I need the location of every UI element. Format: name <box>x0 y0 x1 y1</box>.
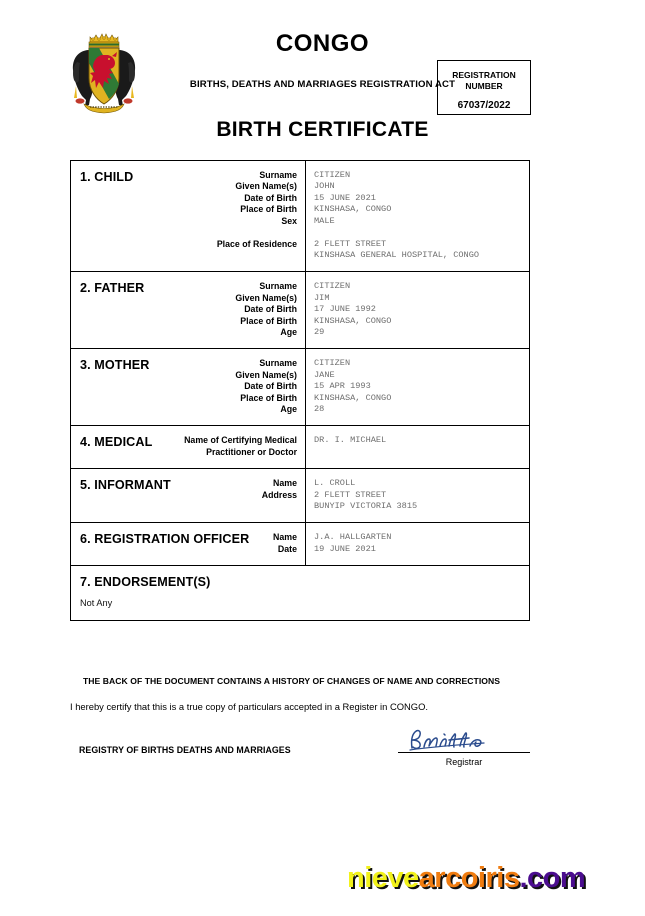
registration-number-box <box>437 60 531 115</box>
label-surname: Surname <box>259 281 297 292</box>
label-sex: Sex <box>281 215 297 226</box>
section-medical-heading: 4. MEDICAL <box>80 435 153 450</box>
label-age: Age <box>280 326 297 337</box>
label-place-of-residence: Place of Residence <box>216 238 297 249</box>
handwritten-signature-icon <box>398 726 530 752</box>
registry-office-line: REGISTRY OF BIRTHS DEATHS AND MARRIAGES <box>79 745 291 755</box>
value-child-date-of-birth: 15 JUNE 2021 <box>314 192 376 203</box>
value-child-residence-line1: 2 FLETT STREET <box>314 238 387 249</box>
value-mother-given-names: JANE <box>314 369 335 380</box>
signature-line <box>398 752 530 753</box>
section-registration-officer-heading: 6. REGISTRATION OFFICER <box>80 532 250 547</box>
registrar-label: Registrar <box>445 757 483 767</box>
section-father-left <box>71 272 306 348</box>
value-informant-address-line2: BUNYIP VICTORIA 3815 <box>314 501 418 512</box>
section-informant-left <box>71 469 306 522</box>
certification-statement: I hereby certify that this is a true copy of particulars accepted in a Register in CONGO. <box>70 701 428 712</box>
watermark-part-3: .com <box>519 862 586 894</box>
label-date-of-birth: Date of Birth <box>244 381 297 392</box>
value-father-given-names: JIM <box>314 292 330 303</box>
value-father-age: 29 <box>314 326 325 337</box>
back-of-document-note: THE BACK OF THE DOCUMENT CONTAINS A HISTORY OF CHANGES OF NAME AND CORRECTIONS <box>83 676 501 686</box>
section-informant-values <box>306 469 529 522</box>
value-informant-name: L. CROLL <box>314 478 356 489</box>
section-child <box>71 161 529 272</box>
label-place-of-birth: Place of Birth <box>240 392 297 403</box>
section-registration-officer-left <box>71 523 306 565</box>
section-medical-left <box>71 426 306 468</box>
value-child-sex: MALE <box>314 215 335 226</box>
signature-block <box>398 726 530 767</box>
certificate-table <box>70 160 530 621</box>
watermark-part-1: nieve <box>347 862 419 894</box>
value-child-surname: CITIZEN <box>314 170 351 180</box>
value-father-surname: CITIZEN <box>314 281 351 292</box>
section-medical-values <box>306 426 529 468</box>
value-mother-date-of-birth: 15 APR 1993 <box>314 381 371 392</box>
section-child-values <box>306 161 529 271</box>
section-endorsements-heading: 7. ENDORSEMENT(S) <box>80 575 211 590</box>
value-informant-address-line1: 2 FLETT STREET <box>314 489 387 500</box>
section-informant-heading: 5. INFORMANT <box>80 478 171 493</box>
label-age: Age <box>280 404 297 414</box>
watermark-part-2: arcoiris <box>418 862 520 894</box>
label-surname: Surname <box>259 170 297 180</box>
value-child-given-names: JOHN <box>314 181 335 192</box>
registration-label-line1: REGISTRATION <box>452 70 516 80</box>
section-registration-officer-values <box>306 523 529 565</box>
value-mother-place-of-birth: KINSHASA, CONGO <box>314 392 392 403</box>
section-mother-values <box>306 349 529 425</box>
section-medical-labels <box>152 435 297 458</box>
section-child-labels <box>133 170 297 261</box>
registration-number-value: 67037/2022 <box>457 100 511 111</box>
label-certifying-medical-line2: Practitioner or Doctor <box>206 446 297 457</box>
section-child-left <box>71 161 306 271</box>
section-mother-labels <box>149 358 297 415</box>
section-medical <box>71 426 529 469</box>
section-mother-heading: 3. MOTHER <box>80 358 150 373</box>
value-father-date-of-birth: 17 JUNE 1992 <box>314 304 376 315</box>
section-mother-left <box>71 349 306 425</box>
section-father-heading: 2. FATHER <box>80 281 145 296</box>
label-name: Name <box>273 478 297 489</box>
label-certifying-medical-line1: Name of Certifying Medical <box>184 435 297 446</box>
value-child-place-of-birth: KINSHASA, CONGO <box>314 204 392 215</box>
value-officer-name: J.A. HALLGARTEN <box>314 532 392 543</box>
label-given-names: Given Name(s) <box>235 369 297 380</box>
registration-act-line: BIRTHS, DEATHS AND MARRIAGES REGISTRATION ACT <box>189 79 456 90</box>
section-mother <box>71 349 529 426</box>
endorsements-body: Not Any <box>80 598 113 609</box>
section-informant <box>71 469 529 523</box>
label-surname: Surname <box>259 358 297 369</box>
section-registration-officer <box>71 523 529 566</box>
label-address: Address <box>261 489 297 500</box>
label-place-of-birth: Place of Birth <box>240 315 297 326</box>
document-title: BIRTH CERTIFICATE <box>216 118 429 141</box>
value-mother-surname: CITIZEN <box>314 358 351 369</box>
section-registration-officer-labels <box>249 532 297 555</box>
country-title: CONGO <box>275 30 370 57</box>
label-date-of-birth: Date of Birth <box>244 192 297 203</box>
label-name: Name <box>273 532 297 543</box>
site-watermark <box>347 862 585 895</box>
label-date-of-birth: Date of Birth <box>244 304 297 315</box>
label-place-of-birth: Place of Birth <box>240 204 297 215</box>
value-father-place-of-birth: KINSHASA, CONGO <box>314 315 392 326</box>
value-officer-date: 19 JUNE 2021 <box>314 543 376 554</box>
label-given-names: Given Name(s) <box>235 181 297 192</box>
label-given-names: Given Name(s) <box>235 292 297 303</box>
document-header <box>0 0 645 150</box>
label-date: Date <box>277 543 297 554</box>
value-mother-age: 28 <box>314 404 325 414</box>
registration-label-line2: NUMBER <box>465 81 503 91</box>
value-certifying-doctor: DR. I. MICHAEL <box>314 435 387 446</box>
value-child-residence-line2: KINSHASA GENERAL HOSPITAL, CONGO <box>314 249 480 260</box>
section-endorsements <box>71 566 529 620</box>
section-father-values <box>306 272 529 348</box>
section-father-labels <box>144 281 297 338</box>
section-father <box>71 272 529 349</box>
section-informant-labels <box>171 478 297 512</box>
section-child-heading: 1. CHILD <box>80 170 134 184</box>
